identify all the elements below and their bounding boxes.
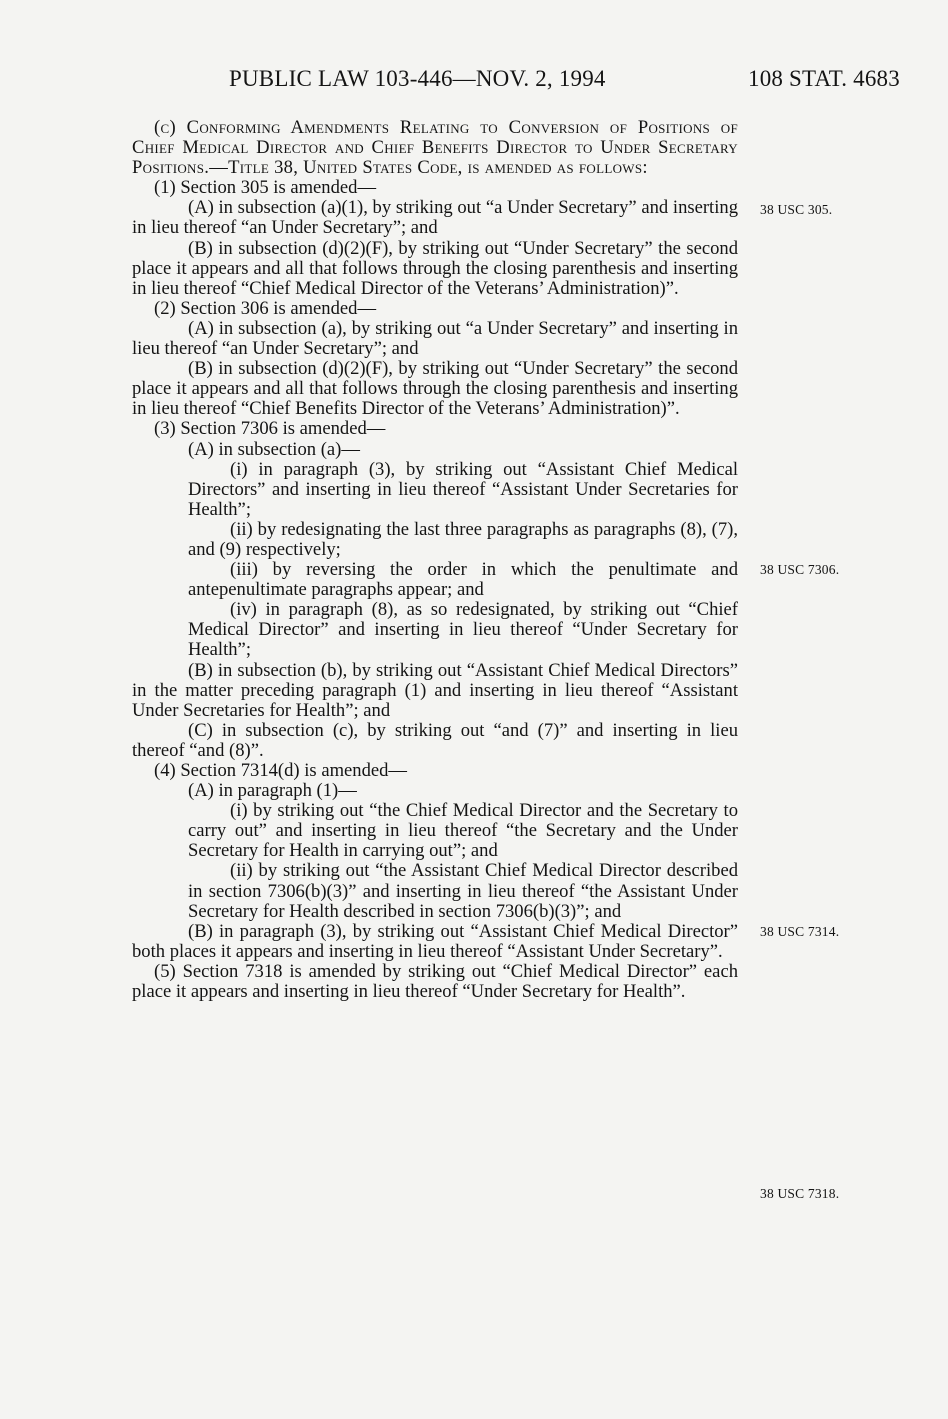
document-body <box>132 118 738 1002</box>
margin-note-usc-305: 38 USC 305. <box>760 202 833 217</box>
item-4-A: (A) in paragraph (1)— <box>188 780 357 802</box>
item-3-A-iv: (iv) in paragraph (8), as so redesignated, by striking out “Chief Medical Director” and inserting in lieu thereof “Under Secretary for Health”; <box>188 599 738 661</box>
item-4-A-ii: (ii) by striking out “the Assistant Chief Medical Director described in section 7306(b)(3)” and inserting in lieu thereof “the Assistant Under Secretary for Health described in section 7306(b)(3)”; and <box>188 860 738 922</box>
item-3-A-i: (i) in paragraph (3), by striking out “Assistant Chief Medical Directors” and inserting in lieu thereof “Assistant Under Secretaries for Health”; <box>188 458 738 520</box>
item-4: (4) Section 7314(d) is amended— <box>154 760 408 781</box>
item-3-C: (C) in subsection (c), by striking out “and (7)” and inserting in lieu thereof “and (8)”. <box>132 719 738 761</box>
item-2: (2) Section 306 is amended— <box>154 297 377 319</box>
section-heading-paragraph: (c) Conforming Amendments Relating to Conversion of Positions of Chief Medical Director and Chief Benefits Director to Under Secretary Positions.—Title 38, United States Code, is amended as follows: <box>132 117 738 179</box>
item-2-A: (A) in subsection (a), by striking out “a Under Secretary” and inserting in lieu thereof “an Under Secretary”; and <box>132 317 738 360</box>
item-1: (1) Section 305 is amended— <box>154 177 377 199</box>
item-3-B: (B) in subsection (b), by striking out “Assistant Chief Medical Directors” in the matter preceding paragraph (1) and inserting in lieu thereof “Assistant Under Secretaries for Health”; and <box>132 659 738 721</box>
item-1-B: (B) in subsection (d)(2)(F), by striking out “Under Secretary” the second place it appears and all that follows through the closing parenthesis and inserting in lieu thereof “Chief Medical Director of the Veterans’ Administration)”. <box>132 237 738 299</box>
item-4-A-i: (i) by striking out “the Chief Medical Director and the Secretary to carry out” and inserting in lieu thereof “the Secretary and the Under Secretary for Health in carrying out”; and <box>188 800 738 862</box>
margin-note-usc-7314: 38 USC 7314. <box>760 924 840 939</box>
item-4-B: (B) in paragraph (3), by striking out “Assistant Chief Medical Director” both places it appears and inserting in lieu thereof “Assistant Under Secretary”. <box>132 920 738 962</box>
item-3-A: (A) in subsection (a)— <box>188 438 360 460</box>
statute-page-number: 108 STAT. 4683 <box>748 66 900 91</box>
item-1-A: (A) in subsection (a)(1), by striking out “a Under Secretary” and inserting in lieu thereof “an Under Secretary”; and <box>132 197 738 239</box>
item-5: (5) Section 7318 is amended by striking out “Chief Medical Director” each place it appears and inserting in lieu thereof “Under Secretary for Health”. <box>132 960 738 1003</box>
margin-note-usc-7306: 38 USC 7306. <box>760 562 840 577</box>
item-3: (3) Section 7306 is amended— <box>154 418 386 440</box>
item-3-A-ii: (ii) by redesignating the last three paragraphs as paragraphs (8), (7), and (9) respectively; <box>188 518 738 560</box>
item-3-A-iii: (iii) by reversing the order in which the penultimate and antepenultimate paragraphs appear; and <box>188 559 738 601</box>
page-header <box>0 66 948 98</box>
margin-note-usc-7318: 38 USC 7318. <box>760 1186 840 1201</box>
law-title: PUBLIC LAW 103-446—NOV. 2, 1994 <box>229 66 606 91</box>
item-2-B: (B) in subsection (d)(2)(F), by striking out “Under Secretary” the second place it appears and all that follows through the closing parenthesis and inserting in lieu thereof “Chief Benefits Director of the Veterans’ Administration)”. <box>132 358 738 420</box>
